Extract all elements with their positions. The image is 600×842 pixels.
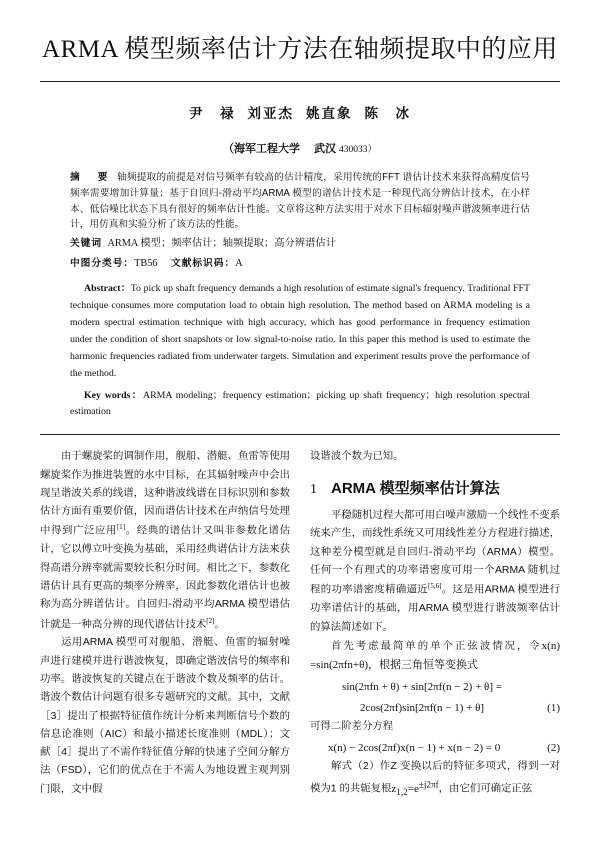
left-p1-part-a: 由于螺旋桨的调制作用，舰船、潜艇、鱼雷等使用螺旋桨作为推进装置的水中目标，在其辐射噪声中会出现呈谐波关系的线谱，这种谐波线谱在目标识别和参数估计方面有重要价值，因而谱估计技术在声纳信号处理中得到广泛应用 (40, 451, 290, 537)
equation-1-line-2-body: 2cos(2πf)sin[2πf(n − 1) + θ] (359, 701, 485, 714)
english-abstract (70, 281, 530, 382)
chinese-abstract (70, 170, 530, 233)
left-paragraph-2 (40, 634, 290, 799)
doc-code: A (235, 257, 243, 269)
right-p1-ref: [5,6] (428, 582, 442, 591)
right-p2-inline-equation: x(n) =sin(2πfn+θ)，根据三角恒等变换式 (310, 639, 560, 672)
equation-2 (310, 739, 560, 758)
right-p1-part-b: 。这是用ARMA 模型进行功率谱估计的基础，用ARMA 模型进行谐波频率估计的算法简述如下。 (310, 584, 560, 633)
chinese-keywords (70, 236, 530, 253)
author-2: 刘亚杰 (247, 106, 294, 122)
abstract-divider (40, 434, 560, 435)
keywords-label: 关键词 (70, 238, 103, 250)
title-divider (40, 81, 560, 82)
right-paragraph-3: 可得二阶差分方程 (310, 721, 394, 733)
keywords-text: ARMA 模型；频率估计；轴频提取；高分辨谱估计 (107, 238, 336, 250)
affiliation-postcode: 430033） (339, 145, 378, 156)
right-column (310, 448, 560, 800)
classification-line (70, 256, 530, 273)
author-3: 姚直象 (306, 106, 353, 122)
right-paragraph-0: 设谐波个数为已知。 (310, 451, 404, 463)
author-1: 尹 禄 (189, 106, 236, 122)
left-p1-ref-2: [2] (206, 616, 215, 625)
clc-label: 中图分类号： (70, 257, 135, 269)
equation-2-body: x(n) − 2cos(2πf)x(n − 1) + x(n − 2) = 0 (328, 741, 501, 754)
right-p4-text: 解式（2）作Z 变换以后的特征多项式，得到一对模为1 的共轭复根 (310, 760, 560, 795)
right-p1-part-a: 平稳随机过程大都可用白噪声激励一个线性不变系统来产生，而线性系统又可用线性差分方程进行描述，这种差分模型就是自回归-滑动平均（ARMA）模型。任何一个有理式的功率谱密度可用一个ARMA 随机过程的功率谱密度精确逼近 (310, 510, 560, 596)
left-p1-ref-1: [1] (116, 523, 126, 532)
right-paragraph-4 (310, 758, 560, 800)
section-title: ARMA 模型频率估计算法 (331, 479, 500, 497)
affiliation-institute: （海军工程大学 (222, 143, 300, 156)
body-columns (40, 448, 560, 800)
left-p2-text: 运用ARMA 模型可对舰船、潜艇、鱼雷的辐射噪声进行建模并进行谐波恢复，即确定谐波信号的频率和功率。谐波恢复的关键点在于谐波个数及频率的估计。谐波个数估计问题有很多专题研究的文献。其中，文献［3］提出了根据特征值作统计分析来判断信号个数的信息论准则（AIC）和最小描述长度准则（MDL）；文献［4］提出了不需作特征值分解的快速子空间分解方法（FSD），它们的优点在于不需人为地设置主观判别门限，文中假 (40, 637, 290, 795)
left-paragraph-1 (40, 448, 290, 634)
right-p4-tail: ，由它们可确定正弦 (438, 783, 533, 795)
abstract-text: 轴频提取的前提是对信号频率有较高的估计精度，采用传统的FFT 谱估计技术来获得高精度信号频率需要增加计算量；基于自回归-滑动平均ARMA 模型的谱估计技术是一种现代高分辨估计技术，在小样本、低信噪比状态下具有很好的频率估计性能。文章将这种方法实用于对水下目标辐射噪声谐波频率进行估计，用仿真和实验分析了该方法的性能。 (70, 172, 530, 231)
english-abstract-text: To pick up shaft frequency demands a high resolution of estimate signal's frequency. Traditional FFT technique consumes more computation load to obtain high resolution. The method based on ARMA modeling is a modern spectral estimation technique with high accuracy, which has good performance in frequency estimation under the condition of short snapshots or low signal-to-noise ratio. In this paper this method is used to estimate the harmonic frequencies radiated from underwater targets. Simulation and experiment results prove the performance of the method. (70, 283, 530, 379)
affiliation-city: 武汉 (313, 143, 336, 156)
equation-1-line-1 (310, 678, 560, 697)
right-p2-text: 首先考虑最简单的单个正弦波情况，令 (331, 640, 542, 652)
equation-1-number: (1) (547, 701, 560, 714)
left-p1-part-c: 。 (214, 618, 225, 630)
clc-code: TB56 (134, 257, 158, 269)
equation-2-number: (2) (547, 741, 560, 754)
right-paragraph-1 (310, 507, 560, 637)
english-keywords (70, 388, 530, 422)
right-p4-symbol: $z_{1,2}=e^{\pm j2\pi f}$ (391, 779, 439, 798)
section-number: 1 (310, 481, 317, 497)
page-title: ARMA 模型频率估计方法在轴频提取中的应用 (42, 36, 558, 63)
left-column (40, 448, 290, 800)
section-heading (310, 476, 560, 503)
english-keywords-label: Key words： (84, 389, 144, 401)
abstract-label: 摘 要 (70, 172, 112, 184)
affiliation (40, 140, 560, 156)
right-paragraph-2 (310, 637, 560, 676)
doc-code-label: 文献标识码： (171, 257, 236, 269)
chinese-abstract-block (70, 170, 530, 272)
english-keywords-text: ARMA modeling；frequency estimation；picking up shaft frequency；high resolution spectral estimation (70, 389, 531, 418)
author-list (40, 102, 560, 122)
english-abstract-label: Abstract： (84, 283, 131, 295)
equation-1-line-2 (310, 699, 560, 718)
author-4: 陈 冰 (364, 106, 411, 122)
english-abstract-block (70, 281, 530, 421)
left-p1-part-b: 。经典的谱估计又叫非参数化谱估计，它以傅立叶变换为基础，采用经典谱估计方法来获得高谱分辨率就需要较长积分时间。相比之下，参数化谱估计具有更高的频率分辨率，因此参数化谱估计也被称为高分辨谱估计。自回归-滑动平均ARMA 模型谱估计就是一种高分辨的现代谱估计技术 (40, 525, 291, 630)
equation-1-line-1-body: sin(2πfn + θ) + sin[2πf(n − 2) + θ] = (342, 680, 502, 693)
